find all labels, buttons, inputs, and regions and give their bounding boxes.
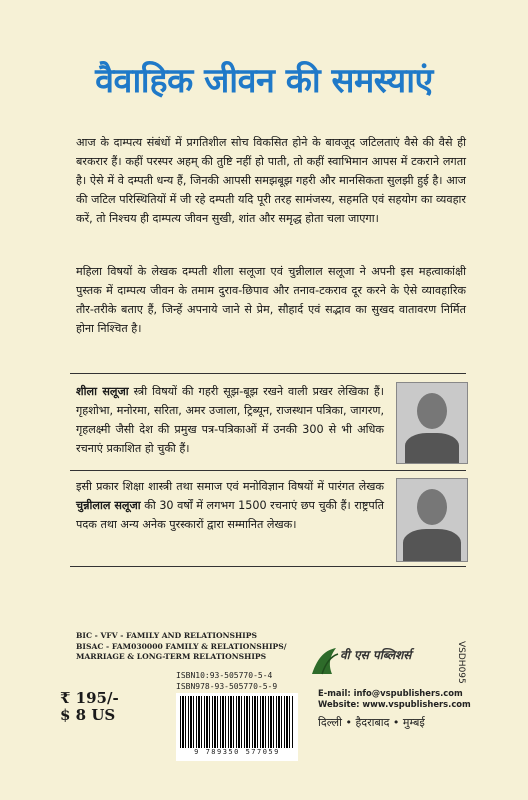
author-bio-chunnilal-pre: इसी प्रकार शिक्षा शास्त्री तथा समाज एवं मनोविज्ञान विषयों में पारंगत लेखक [76, 480, 384, 493]
barcode-digits: 9 789350 577059 [194, 748, 280, 756]
author-bio-chunnilal [76, 477, 384, 534]
author-bio-sheela-text: स्त्री विषयों की गहरी सूझ-बूझ रखने वाली प्रखर लेखिका हैं। गृहशोभा, मनोरमा, सरिता, अमर उजाला, ट्रिब्यून, राजस्थान पत्रिका, जागरण, गृहलक्ष्मी जैसी देश की प्रमुख पत्र-पत्रिकाओं में उनकी 300 से भी अधिक रचनाएं प्रकाशित हो चुकी हैं। [76, 385, 385, 455]
barcode-bars [180, 696, 294, 748]
divider-bottom [70, 566, 466, 567]
author-name-chunnilal: चुन्नीलाल सलूजा [76, 499, 141, 512]
code-line: MARRIAGE & LONG-TERM RELATIONSHIPS [76, 652, 267, 661]
publisher-email[interactable]: E-mail: info@vspublishers.com [318, 688, 463, 698]
author-name-sheela: शीला सलूजा [76, 385, 129, 398]
vertical-product-code: VSDH095 [456, 641, 466, 684]
book-title: वैवाहिक जीवन की समस्याएं [95, 61, 433, 101]
author-bio-sheela [76, 382, 384, 458]
code-line: BISAC - FAM030000 FAMILY & RELATIONSHIPS/ [76, 641, 287, 651]
price-inr: ₹ 195/- [60, 689, 119, 707]
isbn-block [176, 670, 277, 692]
description-paragraph-1: आज के दाम्पत्य संबंधों में प्रगतिशील सोच विकसित होने के बावजूद जटिलताएं वैसे की वैसे ही बरकरार हैं। कहीं परस्पर अहम् की तुष्टि नहीं हो पाती, तो कहीं स्वाभिमान आपस में टकराने लगता है। ऐसे में वे दम्पती धन्य हैं, जिनकी आपसी समझबूझ गहरी और मानसिकता सुलझी हुई है। आज की जटिल परिस्थितियों में जी रहे दम्पती यदि पूरी तरह सामंजस्य, सहमति एवं सहयोग का व्यवहार करें, तो निश्चय ही दाम्पत्य जीवन सुखी, शांत और समृद्ध होता चला जाएगा। [76, 136, 466, 225]
divider-middle [70, 470, 466, 471]
publisher-name: वी एस पब्लिशर्स [340, 648, 412, 662]
author-photo-sheela [396, 382, 468, 464]
isbn-13: ISBN978-93-505770-5-9 [176, 682, 278, 691]
price-usd: $ 8 US [60, 706, 116, 724]
price-block [60, 690, 119, 724]
isbn-10: ISBN10:93-505770-5-4 [176, 671, 273, 680]
description-paragraph-2: महिला विषयों के लेखक दम्पती शीला सलूजा एवं चुन्नीलाल सलूजा ने अपनी इस महत्वाकांक्षी पुस्तक में दाम्पत्य जीवन के तमाम दुराव-छिपाव और तनाव-टकराव दूर करने के ऐसे व्यावहारिक तौर-तरीके बताए हैं, जिन्हें अपनाये जाने से प्रेम, सौहार्द एवं सद्भाव का सुखद वातावरण निर्मित होना निश्चित है। [76, 265, 466, 335]
publisher-contact [318, 688, 471, 710]
code-line: BIC - VFV - FAMILY AND RELATIONSHIPS [76, 631, 257, 640]
publisher-website[interactable]: Website: www.vspublishers.com [318, 699, 471, 709]
publisher-cities: दिल्ली • हैदराबाद • मुम्बई [318, 716, 425, 729]
divider-top [70, 373, 466, 374]
author-bio-chunnilal-text: की 30 वर्षों में लगभग 1500 रचनाएं छप चुकी हैं। राष्ट्रपति पदक तथा अन्य अनेक पुरस्कारों द्वारा सम्मानित लेखक। [76, 499, 384, 531]
subject-codes [76, 631, 286, 663]
barcode [176, 693, 298, 761]
author-photo-chunnilal [396, 478, 468, 562]
